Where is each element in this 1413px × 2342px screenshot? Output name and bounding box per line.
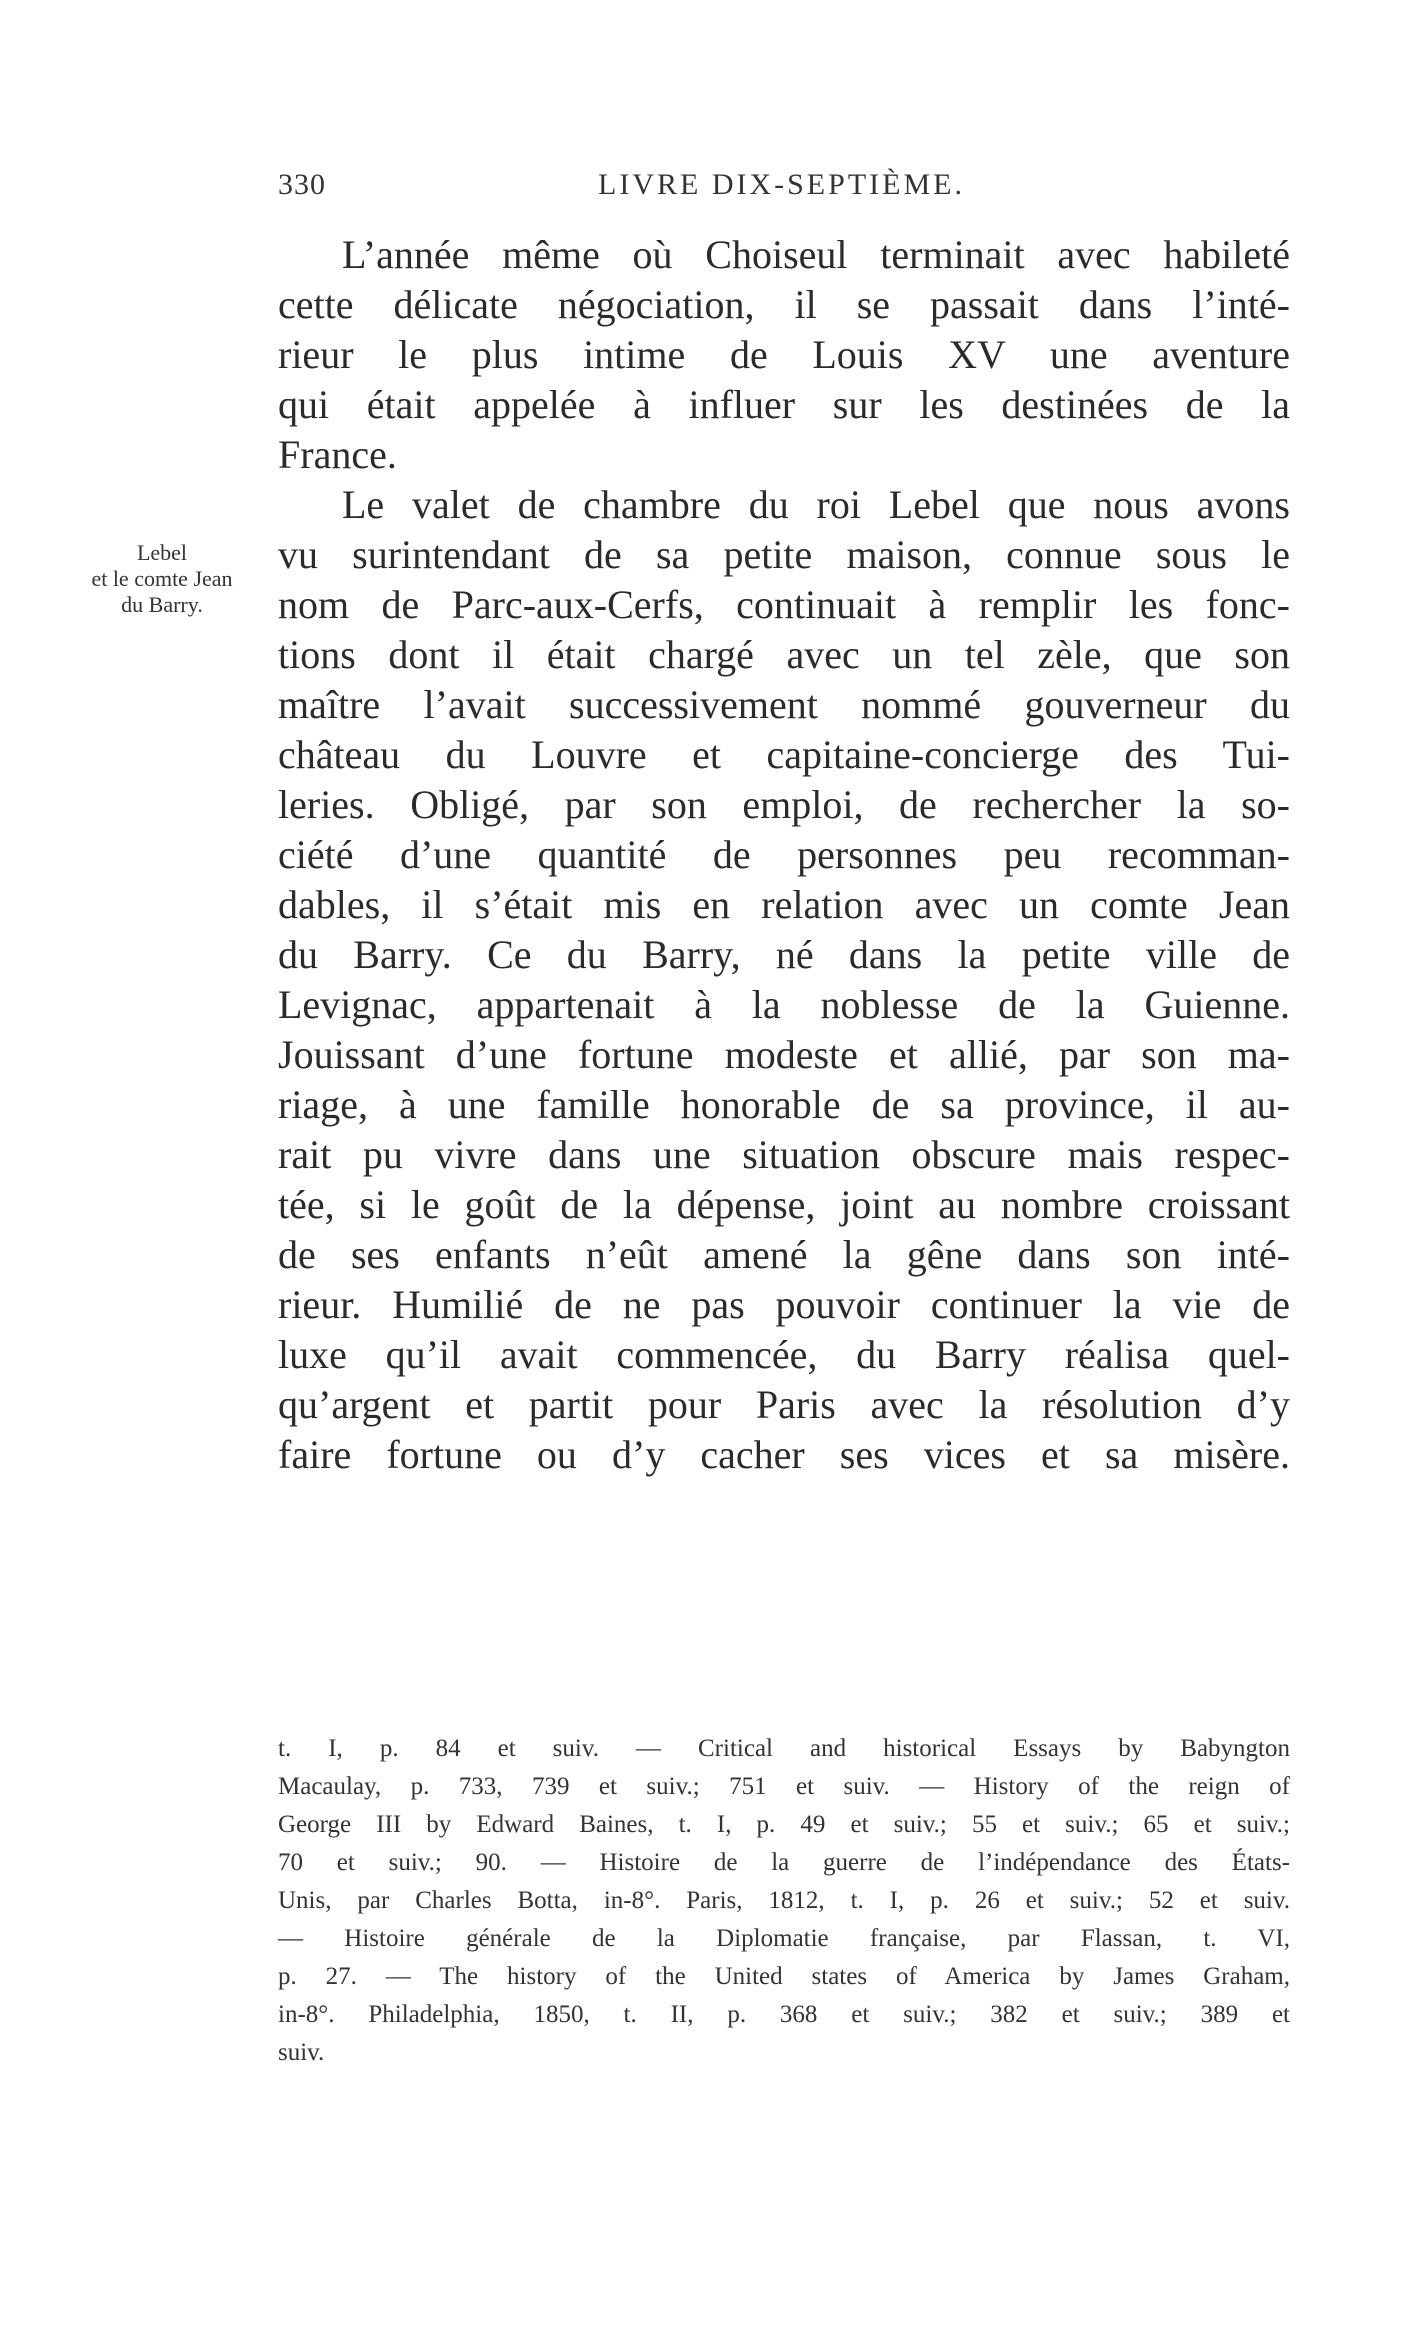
footnote-line: — Histoire générale de la Diplomatie française, par Flassan, t. VI, [278, 1925, 1290, 1952]
margin-note-line: du Barry. [121, 592, 203, 617]
text-line: France. [278, 432, 397, 477]
footnote-line: in-8°. Philadelphia, 1850, t. II, p. 368 et suiv.; 382 et suiv.; 389 et [278, 2001, 1290, 2028]
text-line: dables, il s’était mis en relation avec un comte Jean [278, 882, 1290, 927]
text-line: faire fortune ou d’y cacher ses vices et sa misère. [278, 1432, 1290, 1477]
text-line: riage, à une famille honorable de sa province, il au- [278, 1082, 1290, 1127]
text-line: Jouissant d’une fortune modeste et allié, par son ma- [278, 1032, 1290, 1077]
margin-note [62, 540, 262, 618]
text-line: rait pu vivre dans une situation obscure mais respec- [278, 1132, 1290, 1177]
text-line: vu surintendant de sa petite maison, connue sous le [278, 532, 1290, 577]
footnotes [278, 1730, 1290, 2072]
footnote-line: t. I, p. 84 et suiv. — Critical and historical Essays by Babyngton [278, 1735, 1290, 1762]
page-header [278, 168, 1290, 208]
text-line: nom de Parc-aux-Cerfs, continuait à remplir les fonc- [278, 582, 1290, 627]
footnote-line: 70 et suiv.; 90. — Histoire de la guerre de l’indépendance des États- [278, 1849, 1290, 1876]
margin-note-line: et le comte Jean [91, 566, 233, 591]
footnote-line: p. 27. — The history of the United states of America by James Graham, [278, 1963, 1290, 1990]
running-title: LIVRE DIX-SEPTIÈME. [598, 168, 965, 201]
body-text [278, 230, 1290, 1480]
text-line: cette délicate négociation, il se passait dans l’inté- [278, 282, 1290, 327]
page-number: 330 [278, 168, 326, 201]
footnote-line: Macaulay, p. 733, 739 et suiv.; 751 et suiv. — History of the reign of [278, 1773, 1290, 1800]
text-line: de ses enfants n’eût amené la gêne dans son inté- [278, 1232, 1290, 1277]
text-line: Levignac, appartenait à la noblesse de la Guienne. [278, 982, 1290, 1027]
text-line: Le valet de chambre du roi Lebel que nous avons [342, 482, 1290, 527]
footnote-line: suiv. [278, 2039, 325, 2066]
footnote-line: George III by Edward Baines, t. I, p. 49 et suiv.; 55 et suiv.; 65 et suiv.; [278, 1811, 1290, 1838]
text-line: qu’argent et partit pour Paris avec la résolution d’y [278, 1382, 1290, 1427]
text-line: tée, si le goût de la dépense, joint au nombre croissant [278, 1182, 1290, 1227]
text-line: tions dont il était chargé avec un tel zèle, que son [278, 632, 1290, 677]
text-line: rieur le plus intime de Louis XV une aventure [278, 332, 1290, 377]
text-line: du Barry. Ce du Barry, né dans la petite ville de [278, 932, 1290, 977]
text-line: ciété d’une quantité de personnes peu recomman- [278, 832, 1290, 877]
text-line: château du Louvre et capitaine-concierge des Tui- [278, 732, 1290, 777]
footnote-line: Unis, par Charles Botta, in-8°. Paris, 1812, t. I, p. 26 et suiv.; 52 et suiv. [278, 1887, 1290, 1914]
text-line: rieur. Humilié de ne pas pouvoir continuer la vie de [278, 1282, 1290, 1327]
text-line: qui était appelée à influer sur les destinées de la [278, 382, 1290, 427]
text-line: luxe qu’il avait commencée, du Barry réalisa quel- [278, 1332, 1290, 1377]
text-line: maître l’avait successivement nommé gouverneur du [278, 682, 1290, 727]
text-line: L’année même où Choiseul terminait avec habileté [342, 232, 1290, 277]
margin-note-line: Lebel [136, 540, 188, 565]
text-line: leries. Obligé, par son emploi, de rechercher la so- [278, 782, 1290, 827]
